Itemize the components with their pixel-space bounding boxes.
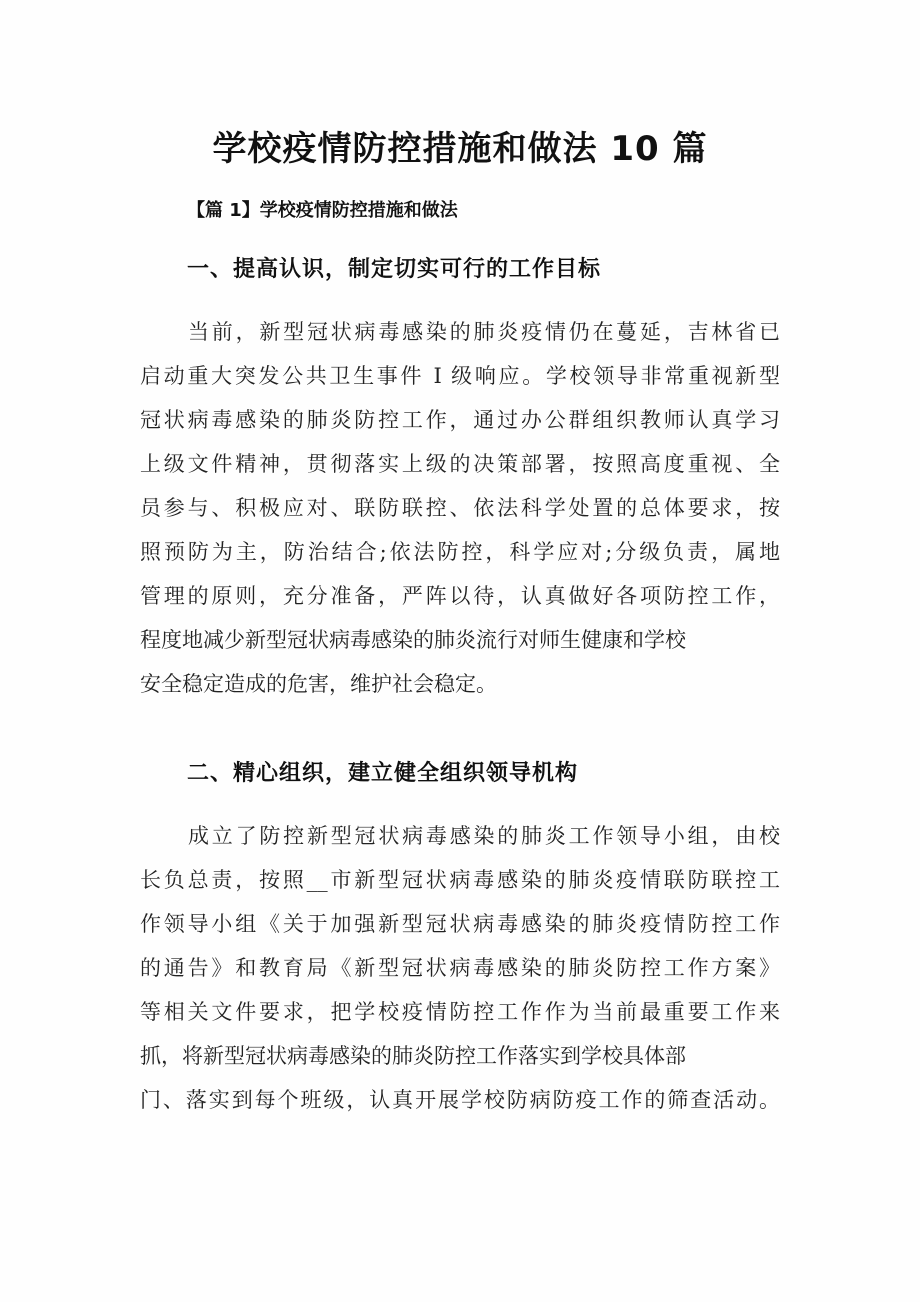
paragraph-line: 作领导小组《关于加强新型冠状病毒感染的肺炎疫情防控工作 (140, 912, 780, 936)
paragraph-line: 门、落实到每个班级，认真开展学校防病防疫工作的筛查活动。 (140, 1088, 780, 1112)
section-heading-2: 二、精心组织，建立健全组织领导机构 (187, 761, 579, 786)
section-1-paragraph (140, 310, 780, 706)
document-title: 学校疫情防控措施和做法 10 篇 (212, 129, 708, 169)
paragraph-line: 程度地减少新型冠状病毒感染的肺炎流行对师生健康和学校 (140, 628, 686, 652)
paragraph-line: 抓，将新型冠状病毒感染的肺炎防控工作落实到学校具体部 (140, 1044, 686, 1068)
paragraph-line: 启动重大突发公共卫生事件 I 级响应。学校领导非常重视新型 (140, 364, 780, 388)
paragraph-line: 的通告》和教育局《新型冠状病毒感染的肺炎防控工作方案》 (140, 956, 780, 980)
paragraph-line: 当前，新型冠状病毒感染的肺炎疫情仍在蔓延，吉林省已 (188, 320, 780, 344)
paragraph-line: 等相关文件要求，把学校疫情防控工作作为当前最重要工作来 (140, 1000, 780, 1024)
paragraph-line: 安全稳定造成的危害，维护社会稳定。 (140, 672, 497, 696)
section-heading-1: 一、提高认识，制定切实可行的工作目标 (187, 257, 602, 282)
paragraph-line: 上级文件精神，贯彻落实上级的决策部署，按照高度重视、全 (140, 452, 780, 476)
paragraph-line: 冠状病毒感染的肺炎防控工作，通过办公群组织教师认真学习 (140, 408, 780, 432)
paragraph-line: 员参与、积极应对、联防联控、依法科学处置的总体要求，按 (140, 496, 780, 520)
paragraph-line: 管理的原则，充分准备，严阵以待，认真做好各项防控工作， (140, 584, 780, 608)
paragraph-line: 照预防为主，防治结合;依法防控，科学应对;分级负责，属地 (140, 540, 780, 564)
section-2-paragraph (140, 814, 780, 1122)
chapter-label: 【篇 1】学校疫情防控措施和做法 (187, 200, 458, 221)
paragraph-line: 长负总责，按照__市新型冠状病毒感染的肺炎疫情联防联控工 (140, 868, 780, 892)
paragraph-line: 成立了防控新型冠状病毒感染的肺炎工作领导小组，由校 (188, 824, 780, 848)
